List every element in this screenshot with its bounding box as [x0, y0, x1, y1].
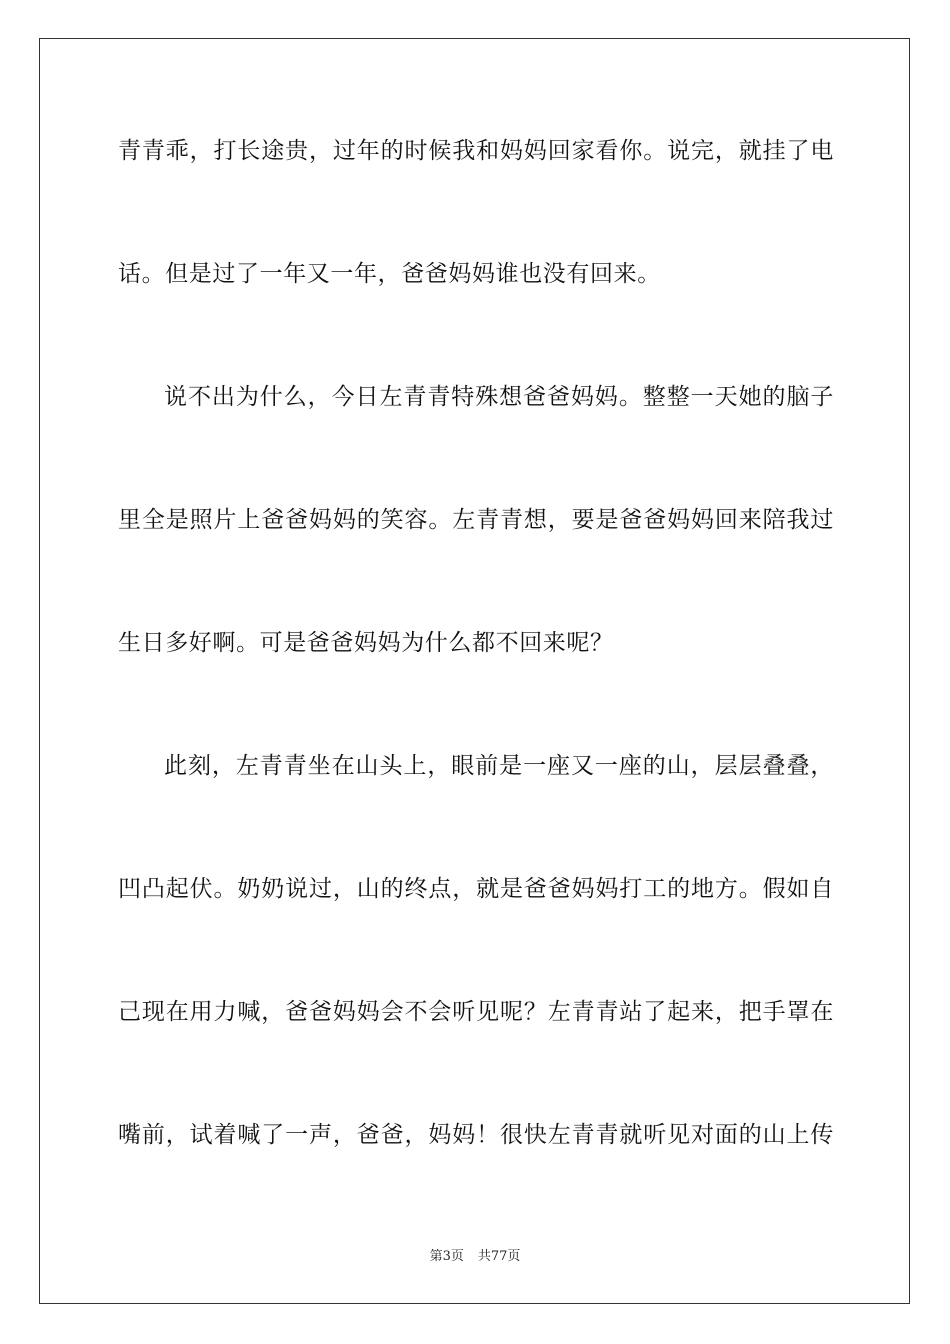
paragraph-line: 此刻，左青青坐在山头上，眼前是一座又一座的山，层层叠叠， [164, 753, 834, 779]
paragraph-line: 里全是照片上爸爸妈妈的笑容。左青青想，要是爸爸妈妈回来陪我过 [118, 507, 834, 533]
paragraph-line: 己现在用力喊，爸爸妈妈会不会听见呢？左青青站了起来，把手罩在 [118, 999, 834, 1025]
current-page-number: 第3页 [429, 1249, 464, 1264]
total-page-count: 共77页 [477, 1249, 521, 1264]
paragraph-line: 说不出为什么，今日左青青特殊想爸爸妈妈。整整一天她的脑子 [164, 384, 834, 410]
paragraph-line: 话。但是过了一年又一年，爸爸妈妈谁也没有回来。 [118, 261, 661, 287]
page-footer [0, 1248, 950, 1266]
page-border [39, 38, 910, 1304]
paragraph-line: 青青乖，打长途贵，过年的时候我和妈妈回家看你。说完，就挂了电 [118, 138, 834, 164]
paragraph-line: 生日多好啊。可是爸爸妈妈为什么都不回来呢？ [118, 630, 614, 656]
paragraph-line: 凹凸起伏。奶奶说过，山的终点，就是爸爸妈妈打工的地方。假如自 [118, 876, 834, 902]
paragraph-line: 嘴前，试着喊了一声，爸爸，妈妈！很快左青青就听见对面的山上传 [118, 1122, 834, 1148]
